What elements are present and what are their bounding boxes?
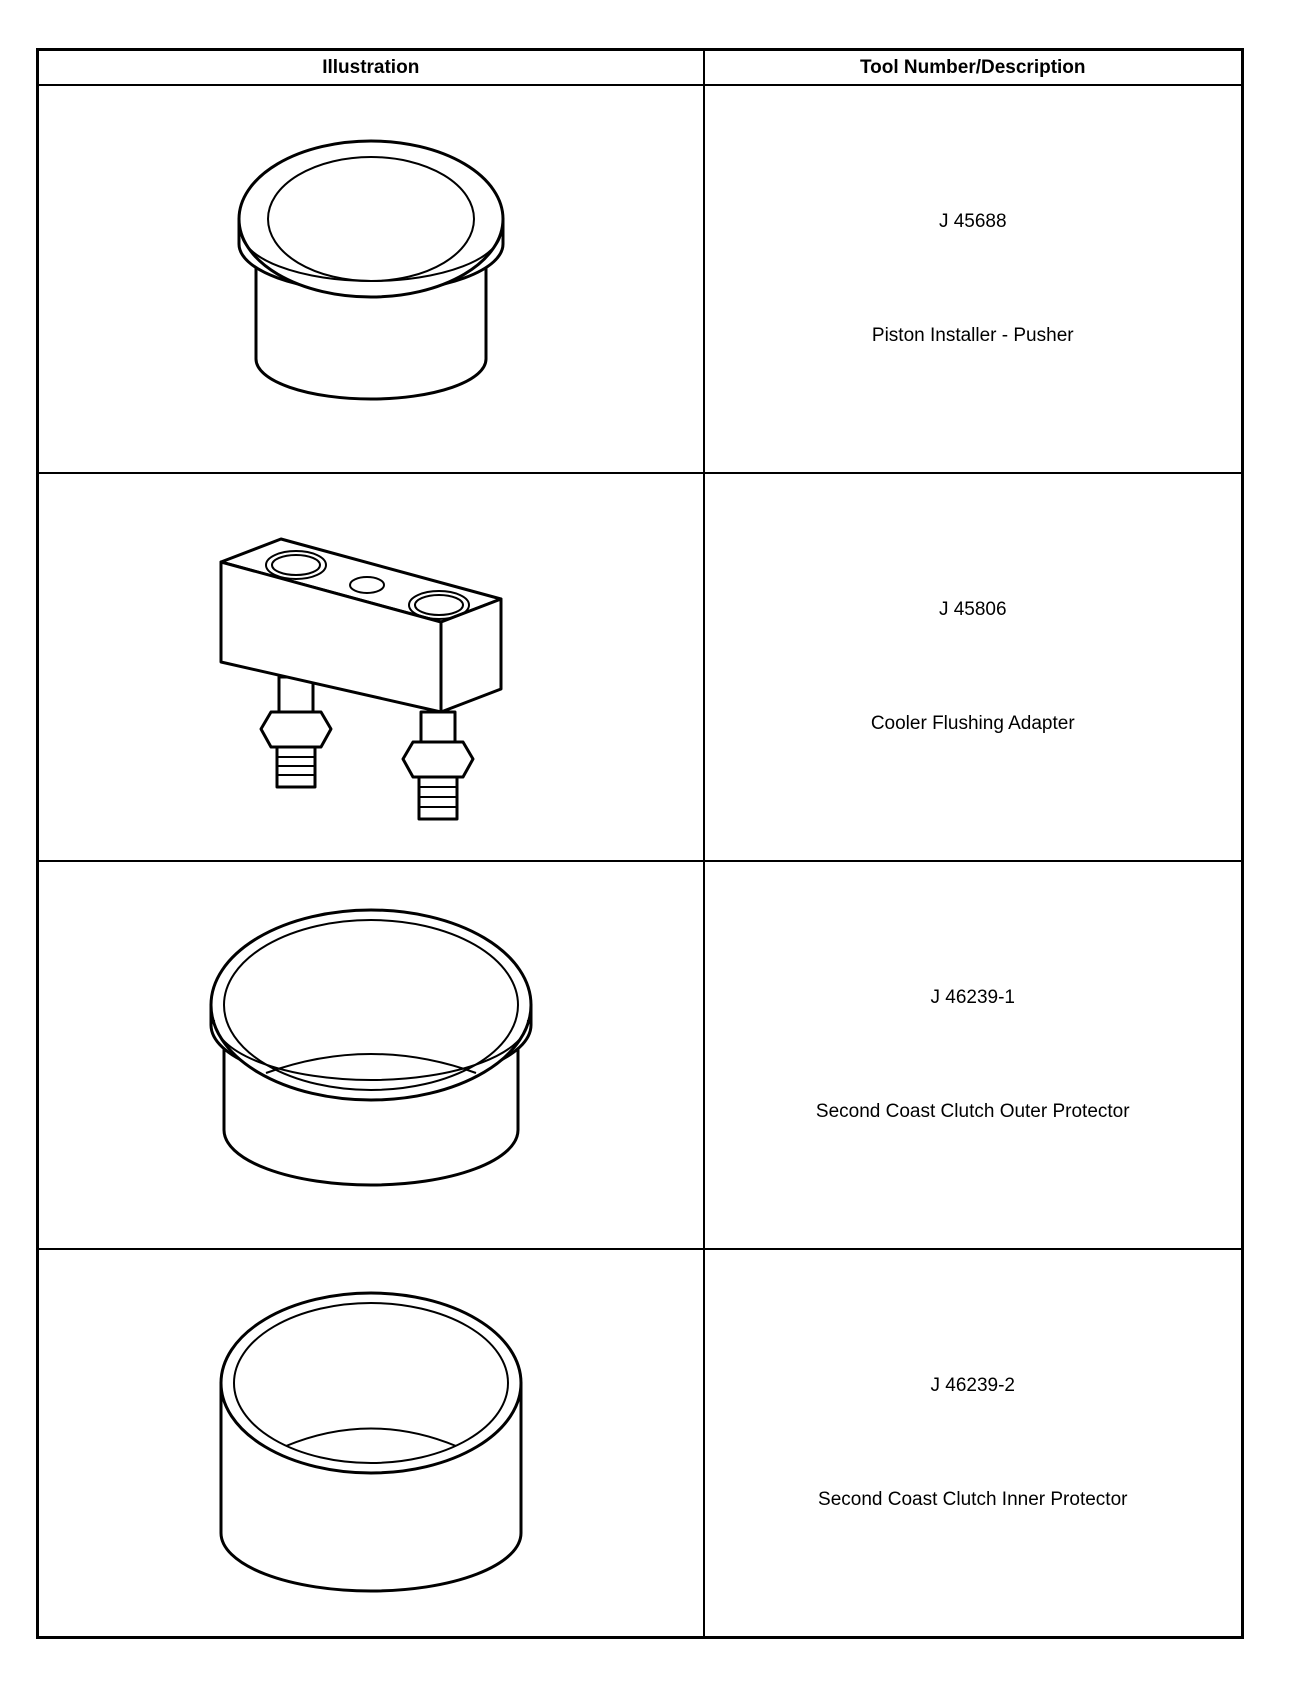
- illustration-cell: [38, 1249, 704, 1638]
- tool-number: J 45688: [938, 211, 1007, 232]
- table-row: [38, 85, 1243, 473]
- header-illustration: Illustration: [38, 50, 704, 86]
- description-cell: [704, 85, 1243, 473]
- table-row: [38, 861, 1243, 1249]
- tool-number: J 45806: [938, 599, 1007, 620]
- inner-protector-icon: [216, 1283, 526, 1603]
- description-cell: [704, 861, 1243, 1249]
- header-row: [38, 50, 1243, 86]
- description-cell: [704, 1249, 1243, 1638]
- piston-installer-pusher-icon: [221, 119, 521, 439]
- cooler-flushing-adapter-icon: [211, 507, 531, 827]
- description-cell: [704, 473, 1243, 861]
- outer-protector-icon: [206, 895, 536, 1215]
- illustration-cell: [38, 473, 704, 861]
- illustration-cell: [38, 85, 704, 473]
- tool-number: J 46239-2: [930, 1375, 1015, 1396]
- table-row: [38, 1249, 1243, 1638]
- table-row: [38, 473, 1243, 861]
- tool-description: Second Coast Clutch Inner Protector: [818, 1489, 1128, 1510]
- illustration-cell: [38, 861, 704, 1249]
- tool-description: Cooler Flushing Adapter: [870, 713, 1075, 734]
- header-tool-number-description: Tool Number/Description: [704, 50, 1243, 86]
- tool-number: J 46239-1: [930, 987, 1015, 1008]
- special-tools-table: [36, 48, 1244, 1639]
- tool-description: Piston Installer - Pusher: [871, 325, 1074, 346]
- tool-description: Second Coast Clutch Outer Protector: [815, 1101, 1130, 1122]
